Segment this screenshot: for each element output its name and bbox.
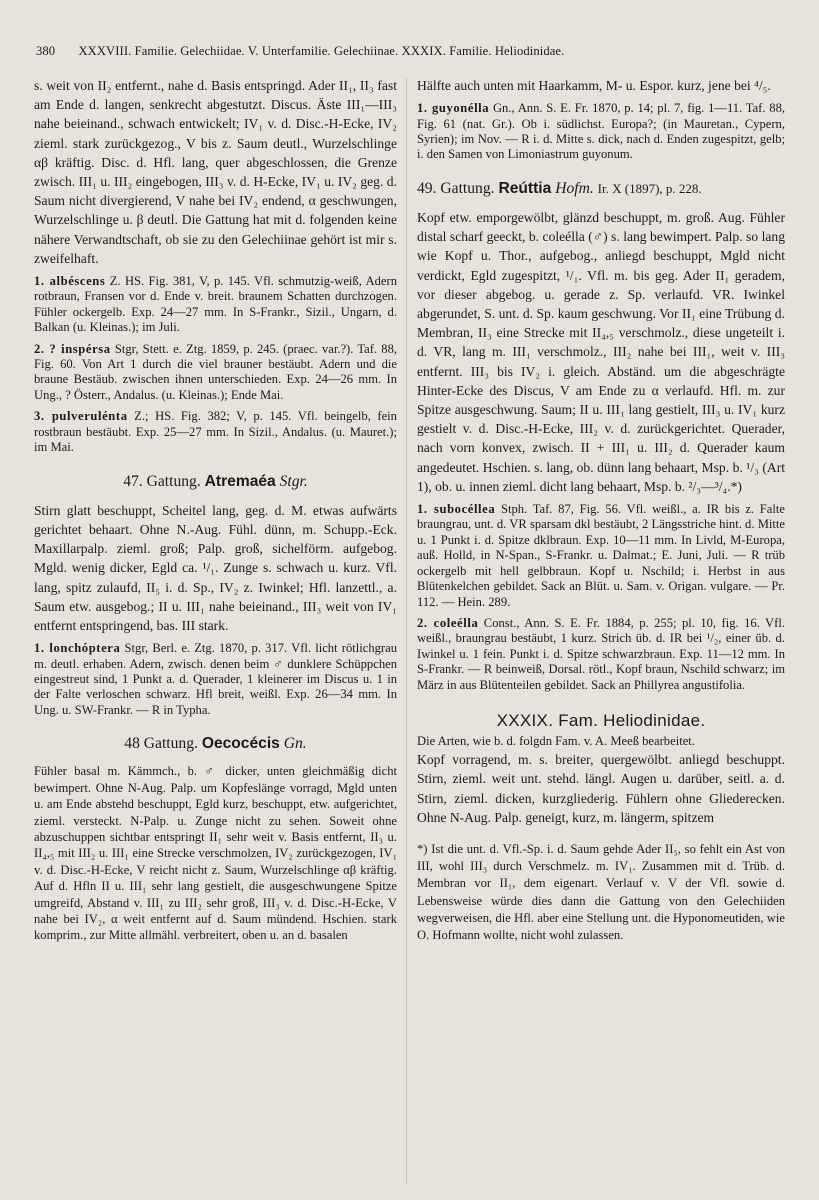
species-entry <box>34 641 397 718</box>
genus-description-continued: s. weit von II₂ entfernt., nahe d. Basis entspringd. Ader II₁, II₃ fast am Ende d. langen, senkrecht abgestutzt. Discus. Äste III₁—III₃ nahe beieinand., schwach entwickelt; IV₁ v. d. Disc.-H-Ecke, IV₂ zieml. stark zurückgezog., V bis z. Saum deutl., Wurzelschlinge αβ kräftig. Disc. d. Hfl. lang, quer abgeschlossen, die Grenze zwisch. III₁ u. III₂ eingebogen, III₃ v. d. H-Ecke, IV₁ u. IV₂ geg. d. Saum nicht divergierend, V nahe bei IV₂ endend, α geschwungen, Wurzelschlinge u. β deutl. Die Gattung hat mit d. folgenden keine nähere Verwandtschaft, ob sie zu den Gelechiinae gehört ist mir s. zweifelhaft. <box>34 78 397 266</box>
genus-name: Reúttia <box>498 179 552 197</box>
species-name: 3. pulverulénta <box>34 409 128 424</box>
genus-description: Kopf etw. emporgewölbt, glänzd beschuppt, m. groß. Aug. Fühler distal scharf geeckt, b. coleélla (♂) s. lang bewimpert. Palp. so lang wie Kopf u. Thor., aufgebog., anliegd beschuppt, Mgld nicht verdickt, Egld zugespitzt, ¹/₁. Vfl. m. bis geg. Ader II₁ geradem, vor dieser abgebog. u. gerade z. Sp. verlaufd. VR. Iwinkel abgerundet, S. unt. d. Sp. kaum geschwung. Vor II₁ eine Trübung d. Membran, II₃ eine Strecke mit II₄,₅ verschmolz., diese ungeteilt i. d. VR, lang m. III₁ verschmolz., III₂ nahe bei III₁, weit v. III₃ entfernt. III₃ bis IV₂ i. gleich. Abständ. um die abgeschrägte Hinter-Ecke des Discus, V am Ende zu α verlaufd. Hfl. m. zur Spitze ausgeschwung. Saum; II u. III₁ lang gestielt, III₃ u. IV₁ kurz gestielt v. d. Disc.-H-Ecke, III₂ v. d. zurückgerichtet. Querader, nach vorn konvex, zwisch. II + III₁ u. III₂ d. Querader kaum angedeutet. Hschien. s. lang, ob. dünn lang behaart, Msp. b. ¹/₃ (Art 1), ob. u. innen zieml. dicht lang behaart, Msp. b. ²/₃—³/₄.*) <box>417 210 785 494</box>
species-name: 1. albéscens <box>34 274 106 289</box>
species-text: Z.; HS. Fig. 382; V, p. 145. Vfl. beingelb, fein rostbraun bestäubt. Exp. 25—27 mm. In Sizil., Andalus. (u. Mauret.); im Mai. <box>34 409 397 455</box>
species-name: 1. lonchóptera <box>34 641 121 656</box>
species-entry <box>417 616 785 693</box>
species-name: 1. subocélleа <box>417 502 496 517</box>
family-heading: XXXIX. Fam. Heliodinidae. <box>496 710 706 730</box>
running-title: XXXVIII. Familie. Gelechiidae. V. Unterfamilie. Gelechiinae. XXXIX. Familie. Heliodinidae. <box>78 44 565 58</box>
genus-number: 49. Gattung. <box>417 179 495 197</box>
genus-reference: Ir. X (1897), p. 228. <box>597 180 702 196</box>
species-text: Const., Ann. S. E. Fr. 1884, p. 255; pl. 10, fig. 16. Vfl. weißl., braungrau bestäubt, 1 kurz. Strich üb. d. IR bei ¹/₂, einer üb. d. Iwinkel u. 1 fein. Punkt i. d. Spitze schwarzbraun. Exp. 11—12 mm. In S-Frankr. — R beinweiß, Dorsal. rötl., Kopf braun, Nschild schwarz; im März in aus Blütenteilen gebildet. Sack an Phillyrea angustifolia. <box>417 615 785 692</box>
genus-name: Atremaéa <box>204 472 276 490</box>
genus-heading <box>417 179 785 198</box>
column-divider <box>406 78 407 1184</box>
footnote: *) Ist die unt. d. Vfl.-Sp. i. d. Saum gehde Ader II₅, so fehlt ein Ast von III, wohl III₃ durch Verschmelz. m. IV₁. Zusammen mit d. Trüb. d. Membran vor II₁, dem eigenart. Verlauf v. V der Vfl. sowie d. Lebensweise würde dies dann die Gattung von den Gelechiiden wegverweisen, die Hfl. aber eine Stellung unt. die Hyponomeutiden, wie O. Hofmann wollte, nicht wohl zulassen. <box>417 841 785 942</box>
species-entry <box>417 502 785 610</box>
genus-description-continued: Hälfte auch unten mit Haarkamm, M- u. Espor. kurz, jene bei ⁴/₅. <box>417 78 771 93</box>
species-text: Stph. Taf. 87, Fig. 56. Vfl. weißl., a. IR bis z. Falte braungrau, unt. d. VR sparsam dkl bestäubt, 2 Längsstriche hint. d. Mitte u. 1 Punkt i. d. Spitze dklbraun. Exp. 10—11 mm. In Livld, M-Europa, auß. Holld, in N-Span., S-Frankr. u. Dalmat.; E. Juni, Juli. — R trüb ockergelb mit hell gelbbraun. Kopf u. Nschild; i. Herbst in aus Blütenkelchen gebildet. Sack an Blüt. u. Sam. v. Origan. vulgare. — Pr. 112. — Hein. 289. <box>417 502 785 609</box>
genus-description: Fühler basal m. Kämmch., b. ♂ dicker, unten gleichmäßig dicht bewimpert. Ohne N-Aug. Palp. um Kopfeslänge vorragd, Mgld unten u. am Ende abstehd beschuppt, Egld kurz, beschuppt, etw. aufgerichtet, zieml. versteckt. N-Palp. u. Zunge nicht zu sehen. Soweit ohne abzuschuppen sichtbar entspringt II₁ sehr weit v. Basis entfernt, II₃ u. II₄,₅ mit III₂ u. III₁ eine Strecke verschmolzen, IV₂ zurückgezogen, IV₁ v. d. Disc.-H-Ecke, V reicht nicht z. Saum, Wurzelschlinge αβ kräftig. Auf d. Hfln II u. III₁ sehr lang gestielt, die ausgeschwungene Spitze umgreifd, Abstand v. III₁ zu III₂ sehr groß, III₃ v. d. Disc.-H-Ecke, V nahe bei IV₂, α weit entfernt auf d. Saum mündend. Hschien. stark komprim., zur Mitte allmähl. verbreitert, oben u. an d. basalen <box>34 764 397 943</box>
species-text: Z. HS. Fig. 381, V, p. 145. Vfl. schmutzig-weiß, Adern rotbraun, Fransen vor d. Ende v. breit. braunem Schatten durchzogen. Fühler ockergelb. Exp. 24—27 mm. In S-Frankr., Sizil., Ungarn, d. Balkan (u. Kleinas.); im Juli. <box>34 274 397 335</box>
genus-description: Stirn glatt beschuppt, Scheitel lang, geg. d. M. etwas aufwärts gerichtet behaart. Ohne N.-Aug. Fühl. dünn, m. Schupp.-Eck. Maxillarpalp. zieml. groß; Palp. groß, sichelförm. aufgebog. Mgld. wenig dicker, Egld ca. ¹/₁. Zunge s. schwach u. kurz. Vfl. lang, spitz zulaufd, II₅ i. d. Sp., IV₂ z. Iwinkel; Hfl. lanzettl., a. Saum etw. ausgebog.; II u. III₁ nahe beieinand., III₃ weit von IV₁ entfernt entspringend, bas. III stark. <box>34 502 397 633</box>
genus-number: 48 Gattung. <box>124 735 198 753</box>
left-column <box>34 76 397 944</box>
genus-heading <box>34 734 397 753</box>
page-number: 380 <box>36 44 56 58</box>
genus-author: Gn. <box>283 735 307 753</box>
genus-number: 47. Gattung. <box>123 472 201 490</box>
species-entry <box>34 409 397 455</box>
species-name: 2. ? inspérsa <box>34 341 111 356</box>
species-name: 1. guyonélla <box>417 101 490 116</box>
right-column <box>417 76 785 944</box>
species-entry <box>34 342 397 404</box>
species-entry <box>417 101 785 163</box>
running-header <box>36 44 796 59</box>
species-text: Stgr, Stett. e. Ztg. 1859, p. 245. (praec. var.?). Taf. 88, Fig. 60. Von Art 1 durch die viel brauner bestäubt. Adern und die braune Bestäub. zwischen ihnen unterschieden. Exp. 24—26 mm. In Ung., ? Österr., Andalus. (u. Kleinas.); Ende Mai. <box>34 341 398 402</box>
species-entry <box>34 274 397 336</box>
genus-author: Hofm. <box>555 179 594 197</box>
genus-author: Stgr. <box>279 472 308 490</box>
species-text: Stgr, Berl. e. Ztg. 1870, p. 317. Vfl. licht rötlichgrau m. deutl. erhaben. Adern, zwisch. denen beim ♂ dunklere Schüppchen eingestreut sind, 1 Punkt a. d. Querader, 1 kleinerer im Discus u. 1 in der Falte verloschen schwarz. Hfl breit, weißl. Exp. 26—34 mm. In Ung. u. SW-Frankr. — R in Typha. <box>34 641 398 717</box>
family-note: Die Arten, wie b. d. folgdn Fam. v. A. Meeß bearbeitet. <box>417 734 695 749</box>
family-description: Kopf vorragend, m. s. breiter, quergewölbt. anliegd beschuppt. Stirn, zieml. weit unt. stehd. längl. Augen u. darüber, seitl. a. d. Stirn, zieml. dicken, kurzgliederig. Fühlern ohne Gliederecken. Ohne N-Aug. Palp. geneigt, kurz, m. längerm, spitzem <box>417 752 785 825</box>
species-name: 2. coleélla <box>417 615 479 630</box>
species-text: Gn., Ann. S. E. Fr. 1870, p. 14; pl. 7, fig. 1—11. Taf. 88, Fig. 61 (nat. Gr.). Ob i. südlichst. Europa?; (in Mauretan., Cypern, Syrien); im Nov. — R i. d. Mitte s. dick, nach d. Enden zugespitzt, gelb; i. den Samen von Limoniastrum guyonum. <box>417 101 786 162</box>
genus-heading <box>34 472 397 491</box>
genus-name: Oecocécis <box>201 735 280 753</box>
